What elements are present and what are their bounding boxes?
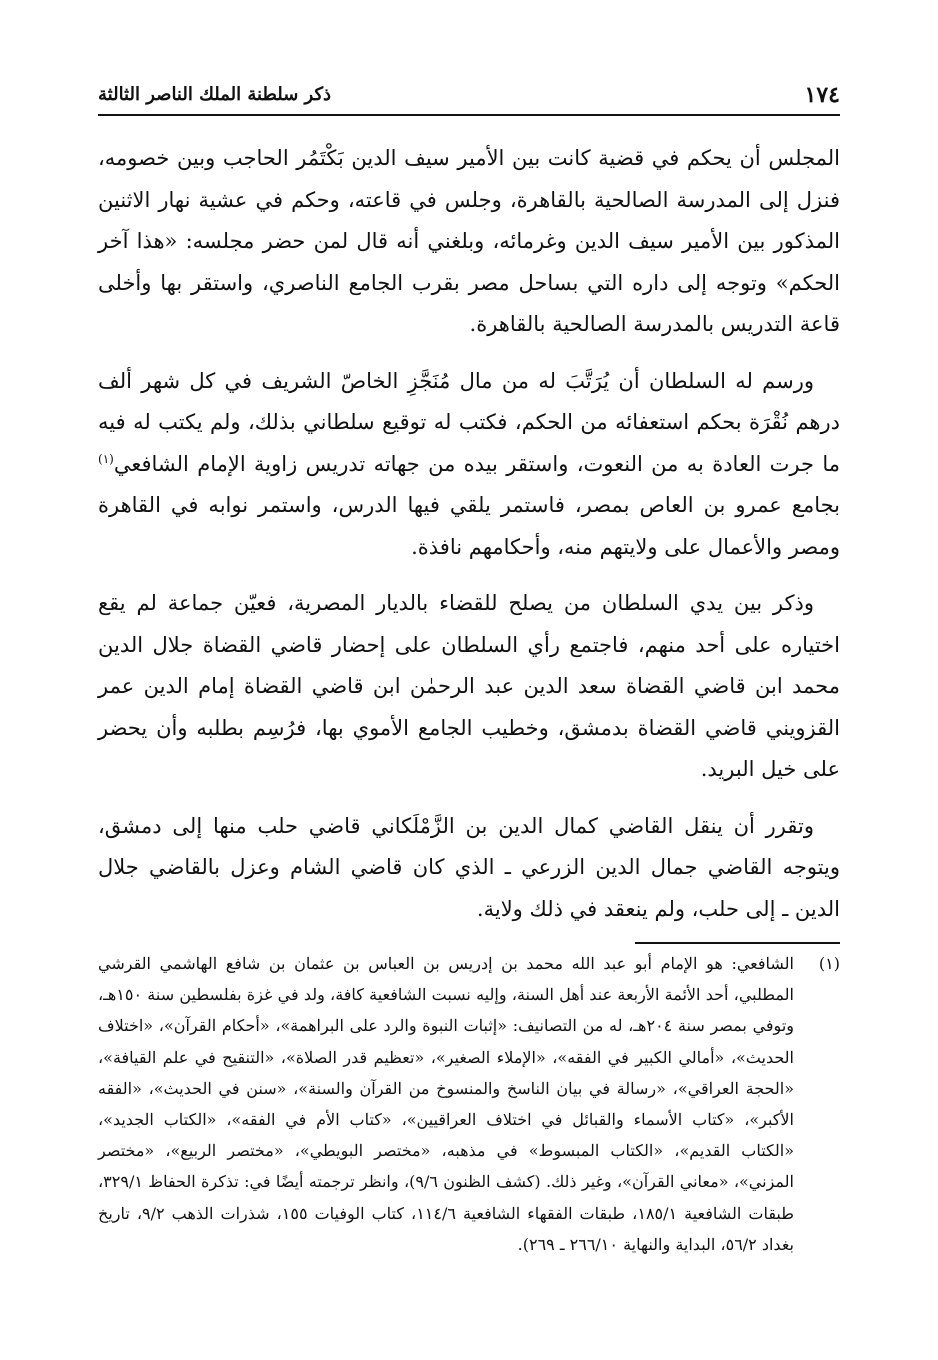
paragraph-2-text-after-ref: بجامع عمرو بن العاص بمصر، فاستمر يلقي فيها الدرس، واستمر نوابه في القاهرة ومصر والأعمال على ولايتهم منه، وأحكامهم نافذة. — [98, 493, 840, 559]
footnote-separator — [635, 942, 840, 944]
footnote-reference[interactable]: (١) — [98, 451, 114, 466]
paragraph-3: وذكر بين يدي السلطان من يصلح للقضاء بالديار المصرية، فعيّن جماعة لم يقع اختياره على أحد منهم، فاجتمع رأي السلطان على إحضار قاضي القضاة جلال الدين محمد ابن قاضي القضاة سعد الدين عبد الرحمٰن ابن قاضي القضاة إمام الدين عمر القزويني قاضي القضاة بدمشق، وخطيب الجامع الأموي بها، فرُسِم بطلبه وأن يحضر على خيل البريد. — [98, 591, 840, 781]
footnote-number: (١) — [818, 954, 840, 973]
paragraph-4: وتقرر أن ينقل القاضي كمال الدين بن الزَّمْلَكاني قاضي حلب منها إلى دمشق، ويتوجه القاضي جمال الدين الزرعي ـ الذي كان قاضي الشام وعزل بالقاضي جلال الدين ـ إلى حلب، ولم ينعقد في ذلك ولاية. — [98, 813, 840, 921]
footnotes-section — [98, 948, 840, 1260]
main-text — [98, 138, 840, 945]
paragraph-1: المجلس أن يحكم في قضية كانت بين الأمير سيف الدين بَكْتَمُر الحاجب وبين خصومه، فنزل إلى المدرسة الصالحية بالقاهرة، وجلس في قاعته، وحكم في عشية نهار الاثنين المذكور بين الأمير سيف الدين وغرمائه، وبلغني أنه قال لمن حضر مجلسه: «هذا آخر الحكم» وتوجه إلى داره التي بساحل مصر بقرب الجامع الناصري، واستقر بها وأخلى قاعة التدريس بالمدرسة الصالحية بالقاهرة. — [98, 146, 841, 336]
footnote-text: الشافعي: هو الإمام أبو عبد الله محمد بن إدريس بن العباس بن عثمان بن شافع الهاشمي القرشي المطلبي، أحد الأئمة الأربعة عند أهل السنة، وإليه نسبت الشافعية كافة، ولد في غزة بفلسطين سنة ١٥٠هـ، وتوفي بمصر سنة ٢٠٤هـ، له من التصانيف: «إثبات النبوة والرد على البراهمة»، «أحكام القرآن»، «اختلاف الحديث»، «أمالي الكبير في الفقه»، «الإملاء الصغير»، «تعظيم قدر الصلاة»، «التنقيح في علم القيافة»، «الحجة العراقي»، «رسالة في بيان الناسخ والمنسوخ من القرآن والسنة»، «سنن في الحديث»، «الفقه الأكبر»، «كتاب الأسماء والقبائل في اختلاف العراقيين»، «كتاب الأم في الفقه»، «الكتاب الجديد»، «الكتاب القديم»، «الكتاب المبسوط» في مذهبه، «مختصر البويطي»، «مختصر الربيع»، «مختصر المزني»، «معاني القرآن»، وغير ذلك. (كشف الظنون ٩/٦)، وانظر ترجمته أيضًا في: تذكرة الحفاظ ٣٢٩/١، طبقات الشافعية ١٨٥/١، طبقات الفقهاء الشافعية ١١٤/٦، كتاب الوفيات ١٥٥، شذرات الذهب ٩/٢، تاريخ بغداد ٥٦/٢، البداية والنهاية ٢٦٦/١٠ ـ ٢٦٩). — [98, 954, 795, 1254]
page-number: ١٧٤ — [804, 82, 840, 108]
paragraph-2-text-before-ref: ورسم له السلطان أن يُرَتَّبَ له من مال مُنَجَّزِ الخاصّ الشريف في كل شهر ألف درهم نُقْرَة بحكم استعفائه من الحكم، فكتب له توقيع سلطاني بذلك، ولم يكتب له فيه ما جرت العادة به من النعوت، واستقر بيده من جهاته تدريس زاوية الإمام الشافعي — [98, 368, 840, 476]
running-title: ذكر سلطنة الملك الناصر الثالثة — [98, 84, 332, 105]
paragraph-2 — [98, 361, 840, 569]
footnote-item — [98, 948, 840, 1260]
page-header — [98, 80, 840, 116]
